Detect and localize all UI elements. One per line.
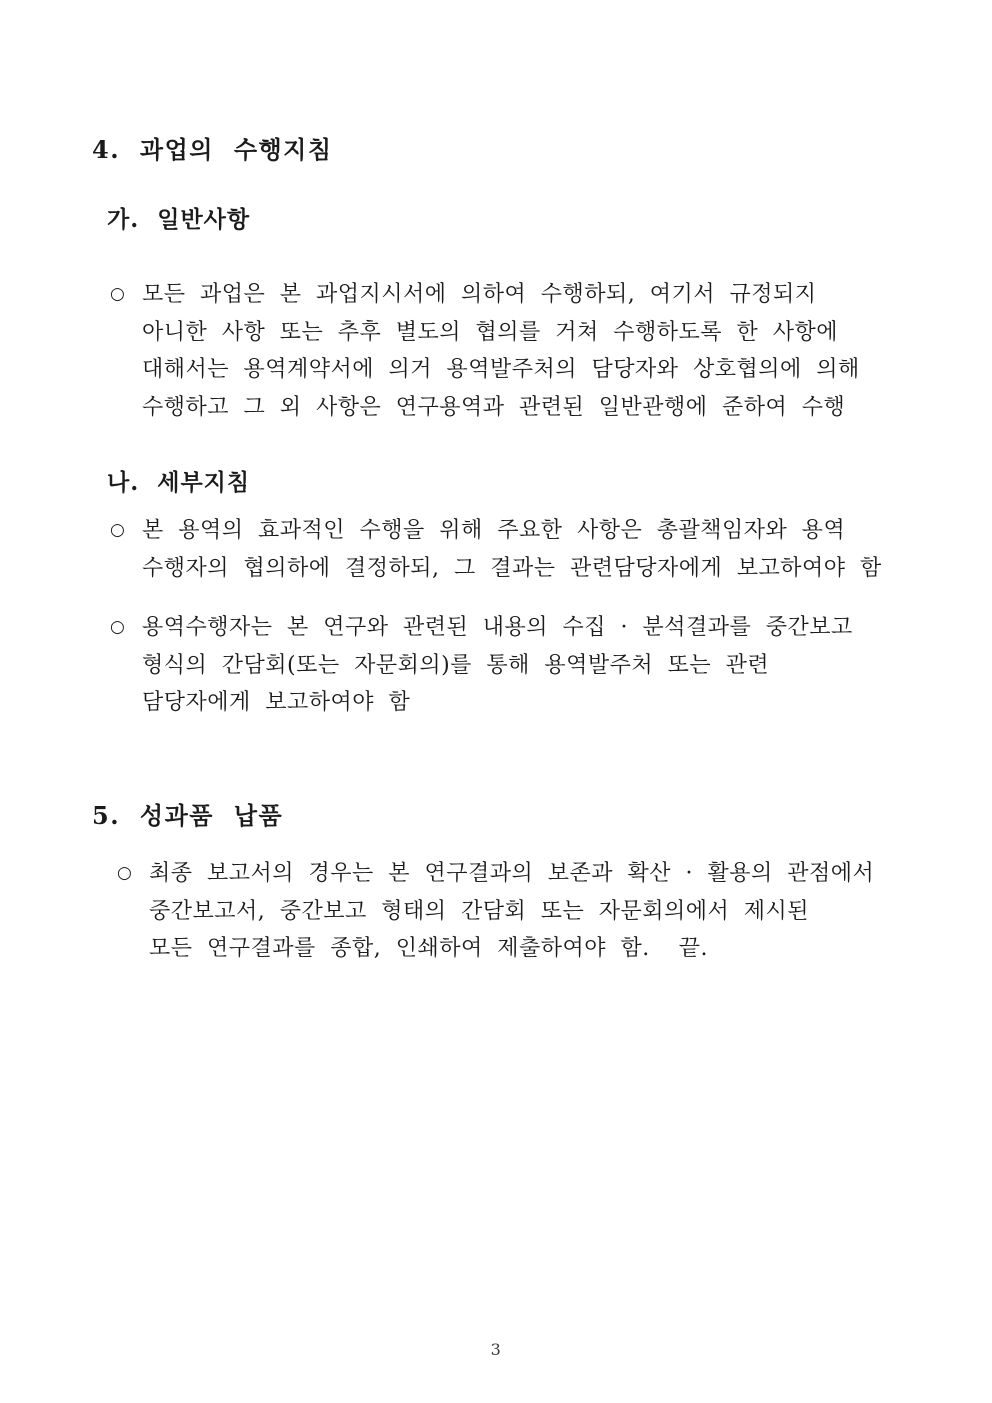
subsection-na-heading: 나. 세부지침: [107, 469, 251, 496]
bullet-line: 담당자에게 보고하여야 함: [142, 690, 411, 715]
bullet-line: 대해서는 용역계약서에 의거 용역발주처의 담당자와 상호협의에 의해: [142, 357, 860, 382]
bullet-line: 수행하고 그 외 사항은 연구용역과 관련된 일반관행에 준하여 수행: [142, 394, 846, 420]
bullet-text: [142, 609, 853, 722]
circle-bullet-marker: ○: [110, 520, 125, 540]
bullet-line: 형식의 간담회(또는 자문회의)를 통해 용역발주처 또는 관련: [142, 652, 770, 678]
circle-bullet-marker: ○: [117, 863, 132, 883]
bullet-item: [117, 855, 874, 968]
bullet-line: 본 용역의 효과적인 수행을 위해 주요한 사항은 총괄책임자와 용역: [142, 518, 846, 543]
bullet-item: [110, 276, 860, 426]
bullet-text: [142, 276, 860, 426]
subsection-ga-heading: 가. 일반사항: [107, 206, 251, 233]
bullet-line: 아니한 사항 또는 추후 별도의 협의를 거쳐 수행하도록 한 사항에: [142, 319, 838, 345]
bullet-line: 모든 연구결과를 종합, 인쇄하여 제출하여야 함. 끝.: [149, 936, 708, 961]
bullet-text: [149, 855, 874, 968]
section-4-heading: 4. 과업의 수행지침: [92, 135, 333, 164]
page-number: 3: [490, 1340, 502, 1359]
bullet-line: 모든 과업은 본 과업지시서에 의하여 수행하되, 여기서 규정되지: [142, 282, 817, 307]
circle-bullet-marker: ○: [110, 617, 125, 637]
bullet-line: 중간보고서, 중간보고 형태의 간담회 또는 자문회의에서 제시된: [149, 898, 810, 924]
bullet-item: [110, 609, 853, 722]
circle-bullet-marker: ○: [110, 284, 125, 304]
bullet-line: 용역수행자는 본 연구와 관련된 내용의 수집 · 분석결과를 중간보고: [142, 615, 853, 640]
bullet-line: 최종 보고서의 경우는 본 연구결과의 보존과 확산 · 활용의 관점에서: [149, 861, 875, 886]
bullet-item: [110, 512, 882, 587]
bullet-text: [142, 512, 882, 587]
bullet-line: 수행자의 협의하에 결정하되, 그 결과는 관련담당자에게 보고하여야 함: [142, 555, 882, 581]
section-5-heading: 5. 성과품 납품: [92, 801, 284, 830]
